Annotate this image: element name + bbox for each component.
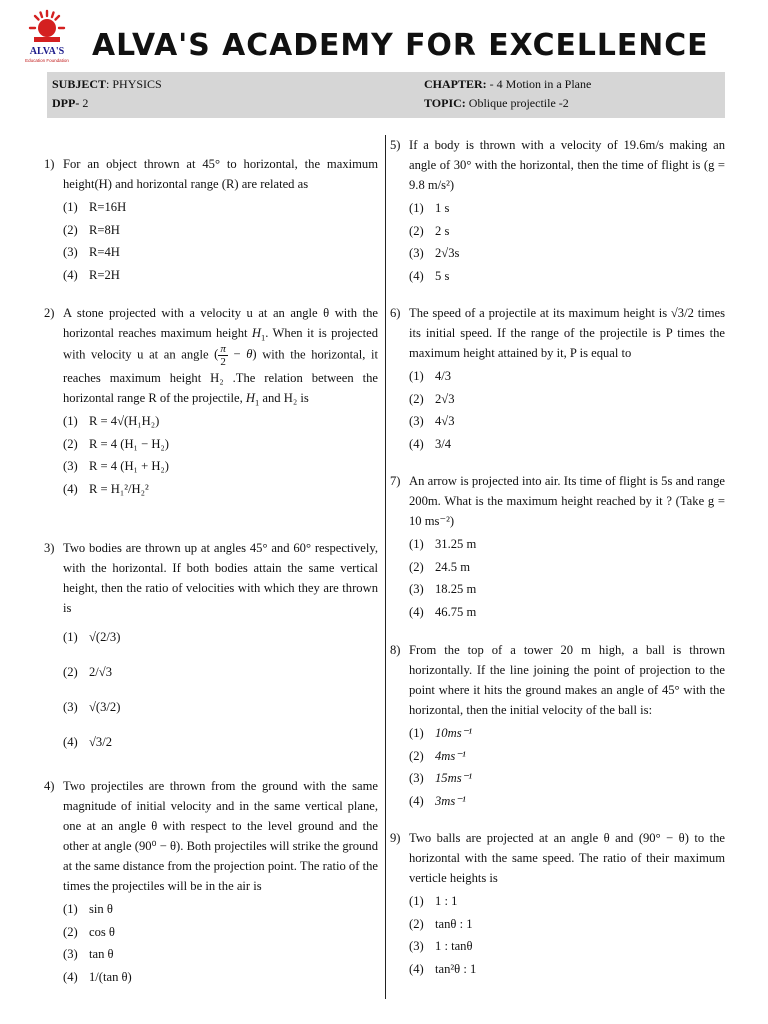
option-2: (2) cos θ xyxy=(63,924,115,939)
question-text: A stone projected with a velocity u at an angle θ with the horizontal reaches maximum height $H_1$. When it is projected with velocity u at an angle ( $\frac{\pi}{2}$ − θ) with the horizontal, it reaches maximum height H₂ .The relation between the horizontal range R of the projectile, $H_1$ and H₂ is xyxy=(63,306,378,408)
question-text: Two projectiles are thrown from the ground with the same magnitude of initial velocity and in the same vertical plane, one at an angle θ with respect to the level ground and the other at angle (90⁰ − θ). Both projectiles will strike the ground at the same distance from the projection point. The ratio of the times the projectiles will be in the air is xyxy=(63,779,378,893)
option-4: (4) R = H₁²/H₂² xyxy=(63,481,149,496)
option-1: (1) sin θ xyxy=(63,902,113,916)
option-3: (3) 15ms⁻¹ xyxy=(409,771,473,785)
subject-line xyxy=(52,77,162,92)
option-3: (3) 2√3s xyxy=(409,246,460,260)
chapter-value: - 4 Motion in a Plane xyxy=(489,77,592,91)
option-4: (4) 3ms⁻¹ xyxy=(409,793,466,808)
option-2: (2) 2 s xyxy=(409,223,450,238)
option-1: (1) √(2/3) xyxy=(63,630,121,644)
option-3: (3) 4√3 xyxy=(409,414,455,428)
chapter-line xyxy=(424,77,591,92)
dpp-line xyxy=(52,96,88,111)
chapter-label: CHAPTER: xyxy=(424,77,487,91)
question-8 xyxy=(390,640,725,812)
option-1: (1) 1 s xyxy=(409,201,450,215)
topic-line xyxy=(424,96,569,111)
option-3: (3) 18.25 m xyxy=(409,582,477,596)
option-4: (4) R=2H xyxy=(63,267,120,282)
option-2: (2) 24.5 m xyxy=(409,559,470,574)
option-2: (2) 4ms⁻¹ xyxy=(409,748,466,763)
topic-value: Oblique projectile -2 xyxy=(468,96,569,110)
subject-value: : PHYSICS xyxy=(106,77,162,91)
option-2: (2) 2√3 xyxy=(409,391,455,406)
page-title: ALVA'S ACADEMY FOR EXCELLENCE xyxy=(92,28,709,63)
option-3: (3) 1 : tanθ xyxy=(409,939,473,953)
option-1: (1) 4/3 xyxy=(409,369,452,383)
option-1: (1) R = 4√(H₁H₂) xyxy=(63,414,160,428)
option-2: (2) tanθ : 1 xyxy=(409,916,473,931)
dpp-value: 2 xyxy=(82,96,89,110)
question-9 xyxy=(390,828,725,980)
dpp-label: DPP- xyxy=(52,96,80,110)
question-6 xyxy=(390,303,725,455)
question-4 xyxy=(44,776,378,988)
question-7 xyxy=(390,471,725,623)
option-2: (2) R = 4 (H₁ − H₂) xyxy=(63,436,170,451)
option-3: (3) R=4H xyxy=(63,245,120,259)
question-text: From the top of a tower 20 m high, a ball is thrown horizontally. If the line joining the point of projection to the point where it hits the ground makes an angle of 45° with the horizontal, then the initial velocity of the ball is: xyxy=(409,643,725,717)
option-1: (1) R=16H xyxy=(63,200,127,214)
question-text: For an object thrown at 45° to horizontal, the maximum height(H) and horizontal range (R) are related as xyxy=(63,157,378,191)
question-number: 9) xyxy=(390,831,401,845)
question-number: 7) xyxy=(390,474,401,488)
option-4: (4) 5 s xyxy=(409,268,450,283)
option-1: (1) 1 : 1 xyxy=(409,894,458,908)
option-1: (1) 10ms⁻¹ xyxy=(409,726,473,740)
option-4: (4) 46.75 m xyxy=(409,604,477,619)
question-number: 3) xyxy=(44,541,55,555)
question-number: 5) xyxy=(390,138,401,152)
question-number: 1) xyxy=(44,157,55,171)
question-text: If a body is thrown with a velocity of 19.6m/s making an angle of 30° with the horizontal, then the time of flight is (g = 9.8 m/s²) xyxy=(409,138,725,192)
logo-subtext: Education Foundation xyxy=(25,58,69,63)
question-number: 6) xyxy=(390,306,401,320)
option-4: (4) 3/4 xyxy=(409,436,452,451)
question-text: Two balls are projected at an angle θ and (90° − θ) to the horizontal with the same speed. The ratio of their maximum verticle heights is xyxy=(409,831,725,885)
option-2: (2) 2/√3 xyxy=(63,665,113,679)
option-3: (3) √(3/2) xyxy=(63,700,121,714)
topic-label: TOPIC: xyxy=(424,96,466,110)
option-4: (4) 1/(tan θ) xyxy=(63,969,132,984)
question-3 xyxy=(44,538,378,766)
question-text: Two bodies are thrown up at angles 45° and 60° respectively, with the horizontal. If both bodies attain the same vertical height, then the ratio of velocities with which they are thrown is xyxy=(63,541,378,615)
option-4: (4) tan²θ : 1 xyxy=(409,961,477,976)
question-number: 2) xyxy=(44,306,55,320)
option-4: (4) √3/2 xyxy=(63,735,113,749)
question-5 xyxy=(390,135,725,287)
column-divider xyxy=(385,135,386,999)
question-text: The speed of a projectile at its maximum height is √3/2 times its initial speed. If the range of the projectile is P times the maximum height attained by it, P is equal to xyxy=(409,306,725,360)
question-1 xyxy=(44,154,378,286)
logo-text: ALVA'S xyxy=(29,46,65,57)
option-3: (3) R = 4 (H₁ + H₂) xyxy=(63,459,170,473)
academy-logo xyxy=(16,6,78,68)
option-1: (1) 31.25 m xyxy=(409,537,477,551)
option-2: (2) R=8H xyxy=(63,222,120,237)
question-number: 8) xyxy=(390,643,401,657)
option-3: (3) tan θ xyxy=(63,947,114,961)
subject-label: SUBJECT xyxy=(52,77,107,91)
question-number: 4) xyxy=(44,779,55,793)
question-text: An arrow is projected into air. Its time of flight is 5s and range 200m. What is the maximum height reached by it ? (Take g = 10 ms⁻²) xyxy=(409,474,725,528)
question-2 xyxy=(44,303,378,508)
